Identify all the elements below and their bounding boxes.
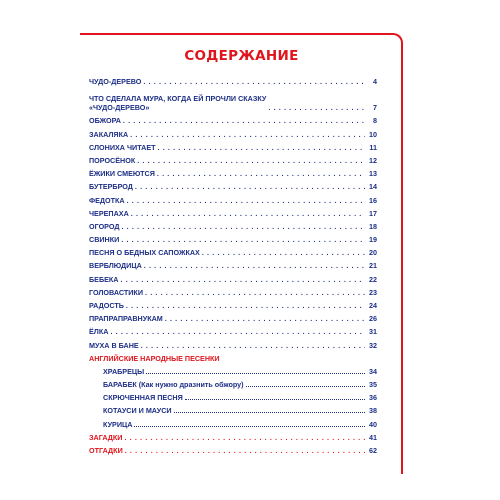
dot-leader [145, 288, 365, 297]
toc-entry-title: ЧТО СДЕЛАЛА МУРА, КОГДА ЕЙ ПРОЧЛИ СКАЗКУ «ЧУДО-ДЕРЕВО» [89, 94, 267, 113]
toc-entry-title: КУРИЦА [103, 419, 133, 429]
page-title: СОДЕРЖАНИЕ [184, 48, 299, 64]
toc-subentry [89, 420, 377, 429]
toc-entry-title: ВЕРБЛЮДИЦА [89, 261, 142, 271]
toc-entry-title: ЗАГАДКИ [89, 432, 123, 442]
dot-leader [121, 235, 365, 244]
dot-leader [123, 116, 365, 125]
toc-page-number: 34 [369, 366, 377, 376]
toc-page-number: 62 [369, 445, 377, 455]
dot-leader [202, 248, 365, 257]
toc-entry-title: СКРЮЧЕННАЯ ПЕСНЯ [103, 393, 183, 403]
toc-entry [89, 288, 377, 297]
toc-entry [89, 196, 377, 205]
dot-leader [127, 196, 365, 205]
dot-leader [165, 314, 365, 323]
toc-entry-title: ХРАБРЕЦЫ [103, 366, 145, 376]
toc-page-number: 8 [373, 116, 377, 126]
toc-entry [89, 314, 377, 323]
toc-entry-answers [89, 446, 377, 455]
toc-page-number: 20 [369, 248, 377, 258]
toc-entry-title: ОТГАДКИ [89, 445, 123, 455]
dot-leader [134, 420, 365, 427]
dot-leader [185, 393, 365, 400]
toc-page-number: 24 [369, 301, 377, 310]
toc-page-number: 11 [369, 142, 377, 152]
dot-leader [130, 130, 365, 139]
dot-leader [146, 367, 365, 374]
toc-entry-title: ОГОРОД [89, 221, 120, 231]
toc-entry-title: БЕБЕКА [89, 274, 119, 284]
toc-entry [89, 90, 377, 112]
toc-entry-title: РАДОСТЬ [89, 301, 124, 310]
toc-page-number: 12 [369, 155, 377, 165]
toc-entry [89, 116, 377, 125]
toc-entry-title: КОТАУСИ И МАУСИ [103, 406, 172, 416]
toc-entry [89, 222, 377, 231]
dot-leader [141, 341, 365, 350]
toc-entry-title: ЧУДО-ДЕРЕВО [89, 77, 142, 86]
toc-section-heading [89, 354, 377, 363]
toc-entry-title: ПРАПРАПРАВНУКАМ [89, 314, 163, 324]
dot-leader [143, 77, 365, 86]
toc-entry [89, 261, 377, 270]
toc-subentry [89, 367, 377, 376]
toc-page-number: 32 [369, 340, 377, 350]
toc-page-number: 18 [369, 221, 377, 231]
toc-page-number: 31 [369, 327, 377, 337]
toc-page-number: 22 [369, 274, 377, 284]
dot-leader [126, 301, 365, 310]
toc-entry [89, 275, 377, 284]
toc-page-number: 41 [369, 432, 377, 442]
toc-entry-title: ЧЕРЕПАХА [89, 208, 129, 218]
toc-entry [89, 156, 377, 165]
toc-page-number: 36 [369, 393, 377, 403]
toc-entry [89, 130, 377, 139]
toc-page-number: 17 [369, 208, 377, 218]
toc-page-number: 7 [373, 103, 377, 113]
toc-page-number: 16 [369, 195, 377, 205]
toc-page-number: 35 [369, 379, 377, 389]
toc-section-title: АНГЛИЙСКИЕ НАРОДНЫЕ ПЕСЕНКИ [89, 353, 220, 363]
toc-entry [89, 327, 377, 336]
toc-page-number: 10 [369, 129, 377, 139]
toc-entry [89, 143, 377, 152]
toc-entry [89, 169, 377, 178]
dot-leader [157, 169, 365, 178]
toc-entry-title: ПОРОСЁНОК [89, 155, 136, 165]
toc-entry [89, 77, 377, 86]
toc-entry-title: ЁЖИКИ СМЕЮТСЯ [89, 169, 155, 179]
dot-leader [121, 222, 365, 231]
toc-entry-title: МУХА В БАНЕ [89, 340, 139, 350]
toc-entry-title: БУТЕРБРОД [89, 182, 133, 192]
dot-leader [121, 275, 366, 284]
dot-leader [135, 182, 365, 191]
toc-subentry [89, 380, 377, 389]
toc-page-number: 26 [369, 314, 377, 324]
toc-page-number: 14 [369, 182, 377, 192]
toc-entry-title: ГОЛОВАСТИКИ [89, 287, 143, 297]
toc-entry-title: ЁЛКА [89, 327, 109, 337]
toc-page-number: 21 [369, 261, 377, 271]
dot-leader [131, 209, 365, 218]
toc-page-number: 19 [369, 235, 377, 245]
toc-entry [89, 341, 377, 350]
toc-page-number: 40 [369, 419, 377, 429]
dot-leader [137, 156, 365, 165]
toc-entry [89, 235, 377, 244]
dot-leader [246, 380, 365, 387]
toc-entry-riddles [89, 433, 377, 442]
toc-entry-title: СВИНКИ [89, 235, 120, 245]
toc-entry-title: БАРАБЕК (Как нужно дразнить обжору) [103, 379, 244, 389]
toc-page-number: 13 [369, 169, 377, 179]
toc-entry [89, 248, 377, 257]
dot-leader [158, 143, 365, 152]
dot-leader [174, 406, 365, 413]
toc-entry-title: СЛОНИХА ЧИТАЕТ [89, 142, 156, 152]
table-of-contents [89, 77, 377, 459]
dot-leader [222, 354, 365, 363]
toc-entry-title: ФЕДОТКА [89, 195, 125, 205]
toc-subentry [89, 393, 377, 402]
toc-entry-title: ОБЖОРА [89, 116, 121, 126]
toc-page-number: 4 [373, 77, 377, 86]
toc-entry [89, 182, 377, 191]
dot-leader [125, 446, 365, 455]
dot-leader [268, 103, 365, 112]
toc-subentry [89, 406, 377, 415]
dot-leader [144, 261, 365, 270]
toc-entry [89, 301, 377, 310]
toc-entry-title: ПЕСНЯ О БЕДНЫХ САПОЖКАХ [89, 248, 200, 258]
dot-leader [124, 433, 365, 442]
toc-entry [89, 209, 377, 218]
dot-leader [110, 327, 365, 336]
toc-page-number: 38 [369, 406, 377, 416]
toc-page-number: 23 [369, 287, 377, 297]
toc-entry-title: ЗАКАЛЯКА [89, 129, 129, 139]
